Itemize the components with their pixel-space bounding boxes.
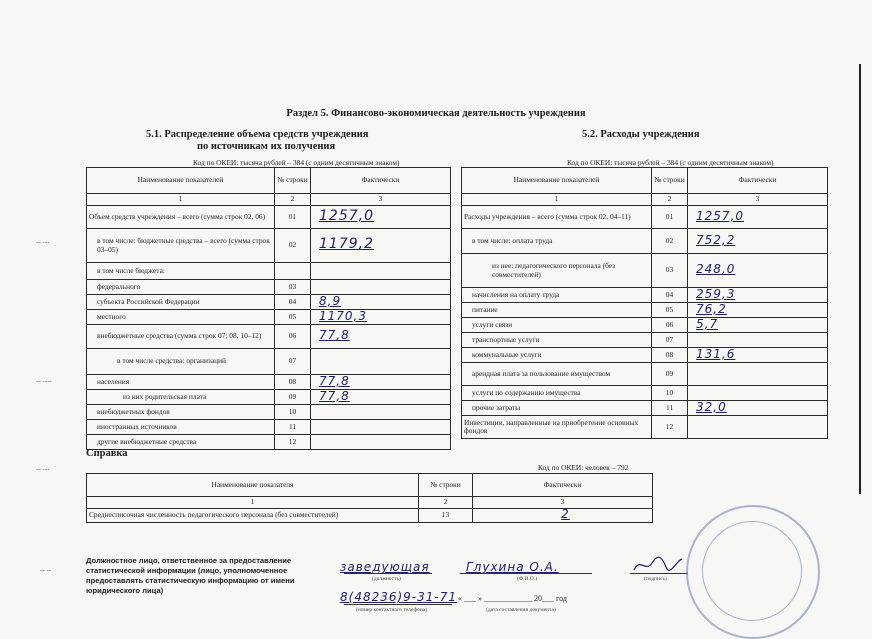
- right-row-value: 248,0: [696, 262, 736, 277]
- left-row: [87, 229, 451, 263]
- right-row-num: 07: [652, 333, 688, 348]
- right-row-value: 5,7: [696, 317, 719, 331]
- right-index-2: 2: [652, 194, 688, 206]
- right-table: [461, 167, 828, 439]
- name-handwritten: Глухина О.А.: [466, 560, 559, 574]
- left-row-num: 12: [275, 435, 311, 450]
- left-row-value: [313, 280, 319, 293]
- phone-caption: (номер контактного телефона): [356, 607, 428, 613]
- left-row-value: [313, 435, 319, 448]
- right-row-label: начисления на оплату труда: [462, 288, 652, 303]
- left-header-value: Фактически: [311, 168, 451, 194]
- signature-scribble: [632, 555, 684, 575]
- right-row-label: прочие затраты: [462, 401, 652, 416]
- left-title-line1: 5.1. Распределение объема средств учреждения: [146, 129, 369, 140]
- left-row-num: 03: [275, 280, 311, 295]
- right-row: [462, 254, 828, 288]
- left-row-value: [313, 263, 319, 277]
- left-row-value: 77,8: [319, 374, 350, 388]
- left-row-value: 1170,3: [319, 309, 367, 323]
- left-row-num: 07: [275, 349, 311, 375]
- spravka-header-name: Наименование показателя: [87, 474, 419, 497]
- right-row: [462, 229, 828, 254]
- left-row-num: 06: [275, 325, 311, 349]
- right-row-num: 02: [652, 229, 688, 254]
- right-row-value: 259,3: [696, 287, 736, 301]
- left-row-label: в том числе бюджета:: [87, 263, 275, 280]
- right-row: [462, 303, 828, 318]
- left-row: [87, 375, 451, 390]
- margin-mark: -- ---: [36, 238, 50, 246]
- right-row-label: Расходы учреждения – всего (сумма строк 02, 04–11): [462, 206, 652, 229]
- spravka-okei: Код по ОКЕИ: человек – 792: [538, 463, 629, 472]
- left-row-label: населения: [87, 375, 275, 390]
- left-row: [87, 390, 451, 405]
- left-row: [87, 310, 451, 325]
- right-row-num: 12: [652, 416, 688, 439]
- left-row-label: внебюджетных фондов: [87, 405, 275, 420]
- right-row-value: [690, 366, 696, 380]
- signature-caption: (подпись): [644, 576, 667, 582]
- right-row-num: 11: [652, 401, 688, 416]
- spravka-row-value: 2: [561, 508, 570, 522]
- left-okei: Код по ОКЕИ: тысяча рублей – 384 (с одним десятичным знаком): [193, 158, 400, 167]
- spravka-index-2: 2: [419, 497, 473, 509]
- section-title: Раздел 5. Финансово-экономическая деятельность учреждения: [286, 108, 586, 119]
- left-row-value: 8,9: [319, 294, 342, 308]
- spravka-row-num: 13: [419, 509, 473, 523]
- right-row-value: [690, 419, 696, 433]
- left-row-label: внебюджетные средства (сумма строк 07; 08, 10–12): [87, 325, 275, 349]
- phone-line: [344, 604, 452, 605]
- left-row-label: субъекта Российской Федерации: [87, 295, 275, 310]
- left-row-value: 1179,2: [319, 236, 374, 253]
- left-row-num: 11: [275, 420, 311, 435]
- left-row-label: федерального: [87, 280, 275, 295]
- date-caption: (дата составления документа): [486, 607, 556, 613]
- left-row-num: 04: [275, 295, 311, 310]
- position-handwritten: заведующая: [340, 560, 430, 574]
- right-row: [462, 318, 828, 333]
- right-row-value: 131,6: [696, 347, 736, 361]
- left-row-label: иностранных источников: [87, 420, 275, 435]
- left-row-label: Объем средств учреждения – всего (сумма строк 02, 06): [87, 206, 275, 229]
- left-row-label: в том числе средства: организаций: [87, 349, 275, 375]
- left-row: [87, 206, 451, 229]
- left-row-num: [275, 263, 311, 280]
- right-header-row: [462, 168, 828, 194]
- right-row-num: 04: [652, 288, 688, 303]
- right-row-value: 752,2: [696, 232, 736, 247]
- left-row: [87, 263, 451, 280]
- left-row-value: 77,8: [319, 389, 350, 403]
- left-row: [87, 420, 451, 435]
- right-header-name: Наименование показателей: [462, 168, 652, 194]
- right-row-label: арендная плата за пользование имуществом: [462, 363, 652, 386]
- margin-mark: -- ----: [36, 377, 52, 385]
- right-row-label: транспортные услуги: [462, 333, 652, 348]
- right-row: [462, 288, 828, 303]
- left-row: [87, 349, 451, 375]
- left-row-num: 01: [275, 206, 311, 229]
- right-row-value: [690, 386, 696, 399]
- right-row-value: 76,2: [696, 302, 727, 316]
- margin-mark: -- --: [40, 566, 52, 574]
- left-row-label: из них родительская плата: [87, 390, 275, 405]
- left-index-2: 2: [275, 194, 311, 206]
- right-row-label: Инвестиции, направленные на приобретение основных фондов: [462, 416, 652, 439]
- right-row-label: услуги по содержанию имущества: [462, 386, 652, 401]
- left-row-num: 05: [275, 310, 311, 325]
- left-row-label: местного: [87, 310, 275, 325]
- spravka-table: [86, 473, 653, 523]
- left-row-num: 08: [275, 375, 311, 390]
- left-row-value: [313, 405, 319, 418]
- left-row-value: [313, 420, 319, 433]
- right-index-row: [462, 194, 828, 206]
- right-row-num: 03: [652, 254, 688, 288]
- date-field: « ___ » ____________ 20___ год: [458, 594, 567, 603]
- left-row-num: 09: [275, 390, 311, 405]
- right-row-num: 06: [652, 318, 688, 333]
- organization-stamp: [686, 505, 820, 639]
- left-header-num: № строки: [275, 168, 311, 194]
- left-title-line2: по источникам их получения: [197, 141, 336, 152]
- responsible-person-text: Должностное лицо, ответственное за предоставление статистической информации (лицо, уполномоченное предоставлять статистическую информацию от имени юридического лица): [86, 556, 295, 595]
- right-row-label: услуги связи: [462, 318, 652, 333]
- left-row-value: 77,8: [319, 328, 350, 343]
- left-row-value: 1257,0: [319, 207, 374, 224]
- spravka-row: [87, 509, 653, 523]
- spravka-title: Справка: [86, 448, 128, 459]
- position-caption: (должность): [372, 576, 401, 582]
- left-row-num: 10: [275, 405, 311, 420]
- right-row-value: 1257,0: [696, 208, 744, 223]
- left-row: [87, 435, 451, 450]
- right-row: [462, 401, 828, 416]
- spravka-index-3: 3: [473, 497, 653, 509]
- left-header-row: [87, 168, 451, 194]
- right-row-num: 05: [652, 303, 688, 318]
- right-row-label: в том числе: оплата труда: [462, 229, 652, 254]
- left-row: [87, 325, 451, 349]
- left-row-label: другие внебюджетные средства: [87, 435, 275, 450]
- right-row: [462, 386, 828, 401]
- left-row: [87, 295, 451, 310]
- right-row: [462, 363, 828, 386]
- left-index-1: 1: [87, 194, 275, 206]
- right-header-value: Фактически: [688, 168, 828, 194]
- right-row: [462, 333, 828, 348]
- right-row: [462, 206, 828, 229]
- right-row-label: из нее: педагогического персонала (без совместителей): [462, 254, 652, 288]
- left-table: [86, 167, 451, 450]
- left-row: [87, 280, 451, 295]
- right-row-num: 09: [652, 363, 688, 386]
- spravka-row-label: Среднесписочная численность педагогического персонала (без совместителей): [87, 509, 419, 523]
- spravka-index-row: [87, 497, 653, 509]
- name-caption: (Ф.И.О.): [517, 576, 538, 582]
- right-okei: Код по ОКЕИ: тысяча рублей – 384 (с одним десятичным знаком): [567, 158, 774, 167]
- right-row-num: 10: [652, 386, 688, 401]
- right-row-num: 08: [652, 348, 688, 363]
- left-row-num: 02: [275, 229, 311, 263]
- right-row: [462, 348, 828, 363]
- right-row-num: 01: [652, 206, 688, 229]
- scan-edge: [859, 64, 861, 494]
- left-index-row: [87, 194, 451, 206]
- right-title: 5.2. Расходы учреждения: [582, 129, 700, 140]
- right-row-label: питание: [462, 303, 652, 318]
- spravka-index-1: 1: [87, 497, 419, 509]
- spravka-header-value: Фактически: [473, 474, 653, 497]
- right-row-value: 32,0: [696, 400, 727, 414]
- spravka-header-row: [87, 474, 653, 497]
- right-index-3: 3: [688, 194, 828, 206]
- margin-mark: -- ---: [36, 465, 50, 473]
- left-row: [87, 405, 451, 420]
- phone-handwritten: 8(48236)9-31-71: [340, 590, 458, 604]
- right-row-label: коммунальные услуги: [462, 348, 652, 363]
- right-row: [462, 416, 828, 439]
- left-row-label: в том числе: бюджетные средства – всего (сумма строк 03–05): [87, 229, 275, 263]
- spravka-header-num: № строки: [419, 474, 473, 497]
- left-index-3: 3: [311, 194, 451, 206]
- right-header-num: № строки: [652, 168, 688, 194]
- left-header-name: Наименование показателей: [87, 168, 275, 194]
- left-row-value: [313, 353, 319, 367]
- right-index-1: 1: [462, 194, 652, 206]
- right-row-value: [690, 333, 696, 346]
